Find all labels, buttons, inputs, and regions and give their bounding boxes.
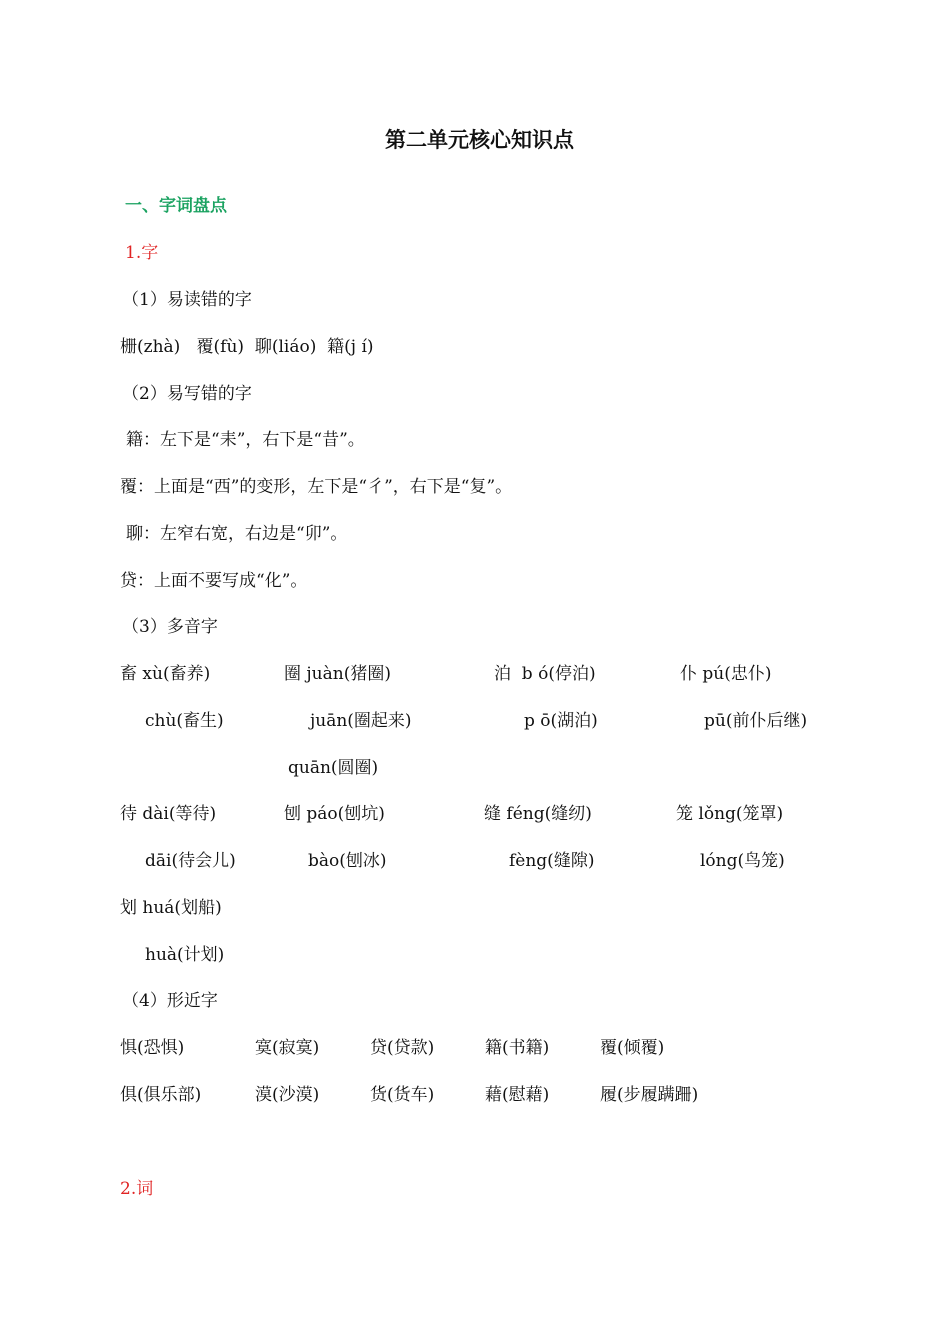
polyphone-item: 刨 páo(刨坑) (284, 804, 385, 824)
polyphone-item: bào(刨冰) (308, 851, 387, 871)
polyphone-item: 圈 juàn(猪圈) (284, 664, 391, 684)
easy-read-heading: （1）易读错的字 (122, 290, 252, 310)
polyphone-item: quān(圆圈) (288, 758, 379, 778)
polyphone-item: 缝 féng(缝纫) (484, 804, 592, 824)
easy-write-line: 聊：左窄右宽，右边是“卯”。 (126, 524, 348, 544)
similar-item: 俱(俱乐部) (120, 1085, 202, 1105)
easy-write-line: 覆：上面是“西”的变形，左下是“彳”，右下是“复”。 (120, 477, 513, 497)
easy-write-line: 籍：左下是“耒”，右下是“昔”。 (126, 430, 365, 450)
similar-item: 漠(沙漠) (255, 1085, 320, 1105)
polyphone-item: lóng(鸟笼) (700, 851, 785, 871)
page-title: 第二单元核心知识点 (385, 128, 574, 152)
polyphone-item: chù(畜生) (145, 711, 224, 731)
polyphone-item: juān(圈起来) (310, 711, 412, 731)
polyphone-heading: （3）多音字 (122, 617, 218, 637)
polyphone-item: fèng(缝隙) (509, 851, 595, 871)
polyphone-item: 划 huá(划船) (120, 898, 222, 918)
polyphone-item: pū(前仆后继) (704, 711, 808, 731)
section-heading: 一、字词盘点 (125, 196, 227, 216)
similar-item: 惧(恐惧) (120, 1038, 185, 1058)
similar-item: 贷(贷款) (370, 1038, 435, 1058)
polyphone-item: p ō(湖泊) (524, 711, 598, 731)
similar-item: 覆(倾覆) (600, 1038, 665, 1058)
polyphone-item: dāi(待会儿) (145, 851, 236, 871)
similar-item: 履(步履蹒跚) (600, 1085, 699, 1105)
similar-item: 寞(寂寞) (255, 1038, 320, 1058)
easy-read-line: 栅(zhà) 覆(fù) 聊(liáo) 籍(j í) (120, 337, 374, 357)
polyphone-item: 畜 xù(畜养) (120, 664, 211, 684)
easy-write-line: 贷：上面不要写成“化”。 (120, 571, 308, 591)
easy-write-heading: （2）易写错的字 (122, 384, 252, 404)
similar-item: 货(货车) (370, 1085, 435, 1105)
similar-item: 藉(慰藉) (485, 1085, 550, 1105)
polyphone-item: 仆 pú(忠仆) (680, 664, 772, 684)
similar-item: 籍(书籍) (485, 1038, 550, 1058)
subsection-characters: 1.字 (125, 243, 159, 263)
polyphone-item: huà(计划) (145, 945, 225, 965)
polyphone-item: 泊 b ó(停泊) (494, 664, 596, 684)
subsection-words: 2.词 (120, 1179, 154, 1199)
similar-heading: （4）形近字 (122, 991, 218, 1011)
polyphone-item: 待 dài(等待) (120, 804, 217, 824)
polyphone-item: 笼 lǒng(笼罩) (676, 804, 784, 824)
